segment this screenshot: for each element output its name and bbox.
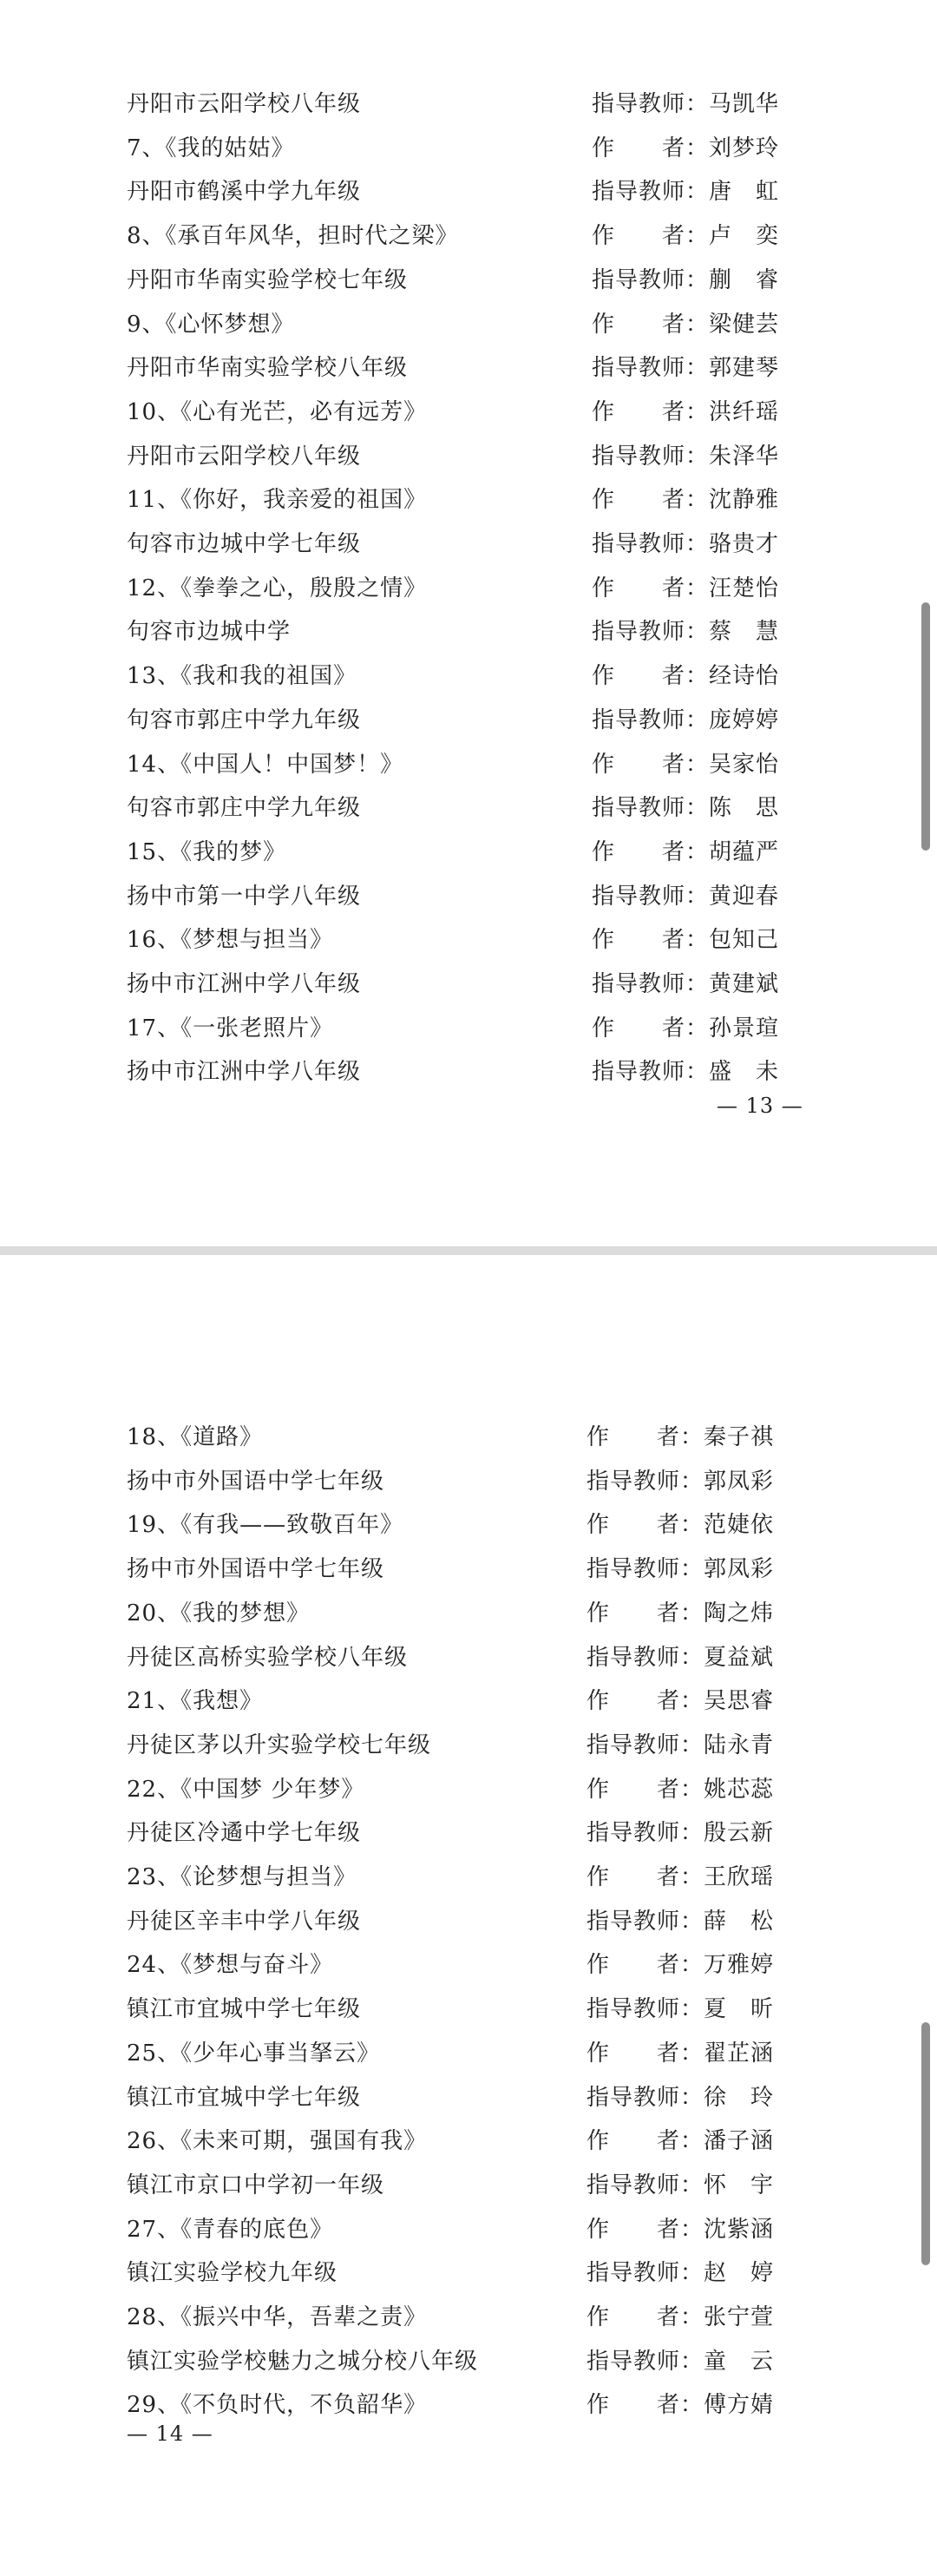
entry-text: 镇江市京口中学初一年级	[127, 2172, 385, 2198]
entry-text: 镇江市宜城中学七年级	[127, 1996, 362, 2022]
entry-credit: 作 者：汪楚怡	[592, 575, 780, 601]
entry-text: 镇江实验学校九年级	[127, 2260, 338, 2286]
entry-credit: 指导教师：黄建斌	[592, 971, 780, 997]
list-item	[0, 391, 937, 433]
entry-text: 扬中市江洲中学八年级	[127, 971, 362, 997]
entry-text: 17、《一张老照片》	[127, 1015, 334, 1042]
entry-text: 16、《梦想与担当》	[127, 927, 334, 953]
entry-credit: 作 者：刘梦玲	[592, 135, 780, 161]
entry-text: 丹阳市华南实验学校七年级	[127, 267, 409, 293]
entry-text: 10、《心有光芒，必有远芳》	[127, 399, 428, 425]
list-item	[0, 2077, 937, 2119]
entry-text: 29、《不负时代，不负韶华》	[127, 2392, 428, 2418]
list-item	[0, 1856, 937, 1898]
list-item	[0, 1593, 937, 1634]
page-number: — 14 —	[127, 2422, 213, 2446]
list-item	[0, 1637, 937, 1679]
list-item	[0, 1416, 937, 1458]
list-item	[0, 876, 937, 917]
entry-credit: 指导教师：郭建琴	[592, 355, 780, 381]
list-item	[0, 1769, 937, 1810]
list-item	[0, 1051, 937, 1093]
entry-text: 14、《中国人！中国梦！》	[127, 752, 404, 778]
entry-credit: 作 者：陶之炜	[586, 1600, 775, 1626]
entry-text: 25、《少年心事当拏云》	[127, 2040, 381, 2067]
list-item	[0, 479, 937, 521]
entry-text: 8、《承百年风华，担时代之梁》	[127, 223, 459, 249]
list-item	[0, 2384, 937, 2426]
page-separator	[0, 1246, 937, 1255]
entry-text: 丹徒区辛丰中学八年级	[127, 1909, 362, 1935]
entry-text: 丹徒区冷遹中学七年级	[127, 1820, 362, 1846]
list-item	[0, 2297, 937, 2338]
entry-credit: 作 者：吴思睿	[586, 1688, 775, 1714]
list-item	[0, 128, 937, 169]
entry-text: 镇江实验学校魅力之城分校八年级	[127, 2349, 479, 2375]
list-item	[0, 1548, 937, 1590]
entry-text: 扬中市外国语中学七年级	[127, 1556, 385, 1582]
entry-credit: 指导教师：童 云	[586, 2349, 775, 2375]
page-number: — 13 —	[717, 1094, 803, 1118]
document-page-13	[0, 0, 937, 1246]
entry-credit: 作 者：孙景瑄	[592, 1015, 780, 1042]
entry-text: 21、《我想》	[127, 1688, 264, 1714]
entry-credit: 作 者：傅方婧	[586, 2392, 775, 2418]
entry-credit: 指导教师：马凯华	[592, 91, 780, 117]
document-page-14	[0, 1255, 937, 2576]
scrollbar-thumb-page-13[interactable]	[921, 602, 930, 851]
list-item	[0, 1008, 937, 1049]
entry-credit: 指导教师：陈 思	[592, 795, 780, 821]
list-item	[0, 2252, 937, 2294]
list-item	[0, 347, 937, 389]
entry-credit: 作 者：经诗怡	[592, 663, 780, 689]
list-item	[0, 436, 937, 477]
entry-credit: 指导教师：陆永青	[586, 1732, 775, 1758]
entry-text: 丹阳市云阳学校八年级	[127, 91, 362, 117]
entry-credit: 指导教师：郭凤彩	[586, 1556, 775, 1582]
entry-text: 19、《有我——致敬百年》	[127, 1512, 404, 1538]
list-item	[0, 260, 937, 301]
entry-credit: 作 者：沈静雅	[592, 487, 780, 513]
entry-credit: 作 者：洪纤瑶	[592, 399, 780, 425]
entry-text: 镇江市宜城中学七年级	[127, 2085, 362, 2111]
entry-text: 丹阳市鹤溪中学九年级	[127, 179, 362, 205]
list-item	[0, 2341, 937, 2382]
list-item	[0, 171, 937, 213]
entry-credit: 指导教师：庞婷婷	[592, 707, 780, 733]
entry-credit: 作 者：梁健芸	[592, 312, 780, 338]
entry-text: 扬中市第一中学八年级	[127, 884, 362, 910]
list-item	[0, 700, 937, 741]
list-item	[0, 1901, 937, 1942]
entry-text: 28、《振兴中华，吾辈之责》	[127, 2304, 428, 2330]
entry-credit: 指导教师：黄迎春	[592, 884, 780, 910]
entry-text: 9、《心怀梦想》	[127, 312, 295, 338]
list-item	[0, 919, 937, 961]
list-item	[0, 1988, 937, 2030]
entry-text: 15、《我的梦》	[127, 839, 287, 865]
entry-credit: 指导教师：蒯 睿	[592, 267, 780, 293]
entry-credit: 指导教师：怀 宇	[586, 2172, 775, 2198]
entry-credit: 作 者：吴家怡	[592, 752, 780, 778]
entry-text: 18、《道路》	[127, 1424, 264, 1450]
entry-text: 句容市边城中学七年级	[127, 531, 362, 557]
list-item	[0, 2165, 937, 2206]
entry-text: 句容市郭庄中学九年级	[127, 795, 362, 821]
entry-credit: 作 者：万雅婷	[586, 1952, 775, 1978]
entry-credit: 作 者：包知己	[592, 927, 780, 953]
list-item	[0, 1680, 937, 1722]
list-item	[0, 83, 937, 125]
entry-text: 丹徒区高桥实验学校八年级	[127, 1645, 409, 1671]
scrollbar-thumb-page-14[interactable]	[921, 2022, 930, 2265]
list-item	[0, 2033, 937, 2074]
entry-text: 20、《我的梦想》	[127, 1600, 311, 1626]
entry-credit: 指导教师：徐 玲	[586, 2085, 775, 2111]
entry-text: 24、《梦想与奋斗》	[127, 1952, 334, 1978]
list-item	[0, 1725, 937, 1766]
list-item	[0, 744, 937, 785]
entry-credit: 作 者：翟芷涵	[586, 2040, 775, 2067]
entry-text: 22、《中国梦 少年梦》	[127, 1777, 365, 1803]
entry-credit: 指导教师：赵 婷	[586, 2260, 775, 2286]
list-item	[0, 304, 937, 345]
entry-credit: 指导教师：骆贵才	[592, 531, 780, 557]
list-item	[0, 1461, 937, 1502]
entry-text: 丹徒区茅以升实验学校七年级	[127, 1732, 432, 1758]
list-item	[0, 215, 937, 257]
entry-credit: 作 者：潘子涵	[586, 2128, 775, 2154]
entry-text: 26、《未来可期，强国有我》	[127, 2128, 428, 2154]
list-item	[0, 1944, 937, 1986]
entry-credit: 指导教师：唐 虹	[592, 179, 780, 205]
entry-credit: 指导教师：盛 未	[592, 1059, 780, 1085]
entry-credit: 作 者：范婕依	[586, 1512, 775, 1538]
entry-credit: 指导教师：薛 松	[586, 1909, 775, 1935]
entry-text: 27、《青春的底色》	[127, 2217, 334, 2243]
entry-text: 11、《你好，我亲爱的祖国》	[127, 487, 428, 513]
list-item	[0, 655, 937, 697]
entry-credit: 指导教师：夏 昕	[586, 1996, 775, 2022]
list-item	[0, 2120, 937, 2162]
entry-credit: 作 者：卢 奕	[592, 223, 780, 249]
list-item	[0, 523, 937, 565]
entry-text: 句容市郭庄中学九年级	[127, 707, 362, 733]
entry-text: 扬中市外国语中学七年级	[127, 1469, 385, 1495]
list-item	[0, 787, 937, 829]
list-item	[0, 611, 937, 653]
entry-credit: 作 者：秦子祺	[586, 1424, 775, 1450]
entry-credit: 指导教师：殷云新	[586, 1820, 775, 1846]
entry-text: 7、《我的姑姑》	[127, 135, 295, 161]
entry-text: 13、《我和我的祖国》	[127, 663, 357, 689]
entry-text: 丹阳市云阳学校八年级	[127, 444, 362, 470]
list-item	[0, 568, 937, 609]
entry-text: 丹阳市华南实验学校八年级	[127, 355, 409, 381]
entry-credit: 指导教师：朱泽华	[592, 444, 780, 470]
list-item	[0, 831, 937, 873]
entry-credit: 指导教师：夏益斌	[586, 1645, 775, 1671]
entry-text: 句容市边城中学	[127, 619, 292, 645]
list-item	[0, 1504, 937, 1546]
list-item	[0, 1812, 937, 1854]
list-item	[0, 2209, 937, 2251]
entry-text: 扬中市江洲中学八年级	[127, 1059, 362, 1085]
entry-credit: 作 者：王欣瑶	[586, 1864, 775, 1890]
entry-credit: 作 者：张宁萱	[586, 2304, 775, 2330]
list-item	[0, 963, 937, 1005]
entry-text: 12、《拳拳之心，殷殷之情》	[127, 575, 428, 601]
entry-credit: 指导教师：蔡 慧	[592, 619, 780, 645]
entry-credit: 指导教师：郭凤彩	[586, 1469, 775, 1495]
entry-text: 23、《论梦想与担当》	[127, 1864, 357, 1890]
entry-credit: 作 者：姚芯蕊	[586, 1777, 775, 1803]
entry-credit: 作 者：胡蕴严	[592, 839, 780, 865]
entry-credit: 作 者：沈紫涵	[586, 2217, 775, 2243]
